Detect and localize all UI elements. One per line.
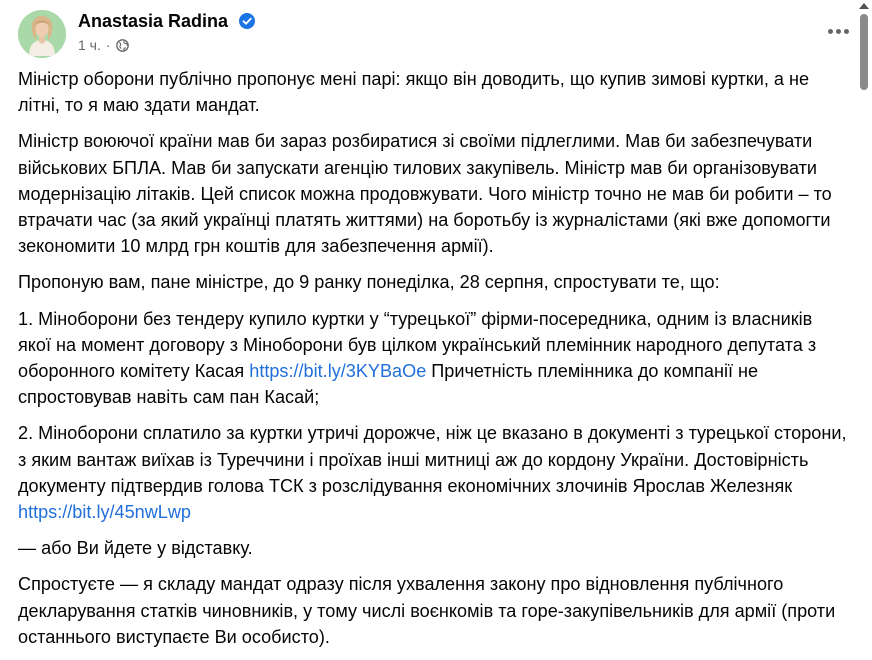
post-link[interactable]: https://bit.ly/45nwLwp	[18, 502, 191, 523]
post-text: 1. Міноборони без тендеру купило куртки у “турецької” фірми-посередника, одним із власників якої на момент договору з Міноборони був цілком український племінник народного депутата з оборонного комітету Касая	[18, 308, 817, 382]
post-paragraph	[18, 306, 850, 411]
post-paragraph	[18, 66, 850, 118]
more-options-icon	[828, 29, 849, 34]
post-text: Міністр оборони публічно пропонує мені парі: якщо він доводить, що купив зимові куртки, а не літні, то я маю здати мандат.	[18, 69, 810, 116]
post-timestamp[interactable]: 1 ч.	[78, 37, 101, 53]
post-paragraph	[18, 535, 850, 561]
post-text: Міністр воюючої країни мав би зараз розбиратися зі своїми підлеглими. Мав би забезпечувати військових БПЛА. Мав би запускати агенцію тилових закупівель. Міністр мав би організовувати модернізацію літаків. Цей список можна продовжувати. Чого міністр точно не мав би робити – то втрачати час (за який українці платять життями) на боротьбу із журналістами (які вже допомогти зекономити 10 млрд грн коштів для забезпечення армії).	[18, 131, 832, 257]
post-text: Причетність племінника до компанії не спростовував навіть сам пан Касай;	[18, 361, 759, 408]
post-paragraph	[18, 571, 850, 650]
post-text: 2. Міноборони сплатило за куртки утричі дорожче, ніж це вказано в документі з турецької сторони, з яким вантаж виїхав із Туреччини і проїхав інші митниці аж до кордону України. Достовірність документу підтвердив голова ТСК з розслідування економічних злочинів Ярослав Железняк	[18, 423, 847, 496]
scroll-up-arrow-icon[interactable]	[859, 3, 869, 9]
post-header	[18, 9, 856, 59]
more-options-button[interactable]	[820, 13, 856, 49]
post-text: — або Ви йдете у відставку.	[18, 538, 253, 559]
author-name-text: Anastasia Radina	[78, 11, 229, 31]
vertical-scrollbar[interactable]	[856, 0, 872, 626]
scrollbar-thumb[interactable]	[860, 14, 868, 90]
globe-icon[interactable]	[116, 39, 129, 52]
post-meta	[78, 37, 129, 53]
post-body	[18, 66, 850, 660]
post-paragraph	[18, 128, 850, 259]
post-text: Спростуєте — я складу мандат одразу після ухвалення закону про відновлення публічного декларування статків чиновників, у тому числі воєнкомів та горе-закупівельників для армії (проти останнього виступаєте Ви особисто).	[18, 574, 836, 647]
post-paragraph	[18, 269, 850, 295]
meta-separator: ·	[105, 37, 111, 53]
profile-photo-icon	[18, 10, 66, 58]
post-text: Пропоную вам, пане міністре, до 9 ранку понеділка, 28 серпня, спростувати те, що:	[18, 272, 720, 293]
avatar[interactable]	[18, 10, 66, 58]
verified-badge-icon	[239, 13, 255, 29]
post-paragraph	[18, 420, 850, 525]
author-name[interactable]	[78, 11, 255, 32]
post-link[interactable]: https://bit.ly/3KYBaOe	[249, 361, 427, 382]
